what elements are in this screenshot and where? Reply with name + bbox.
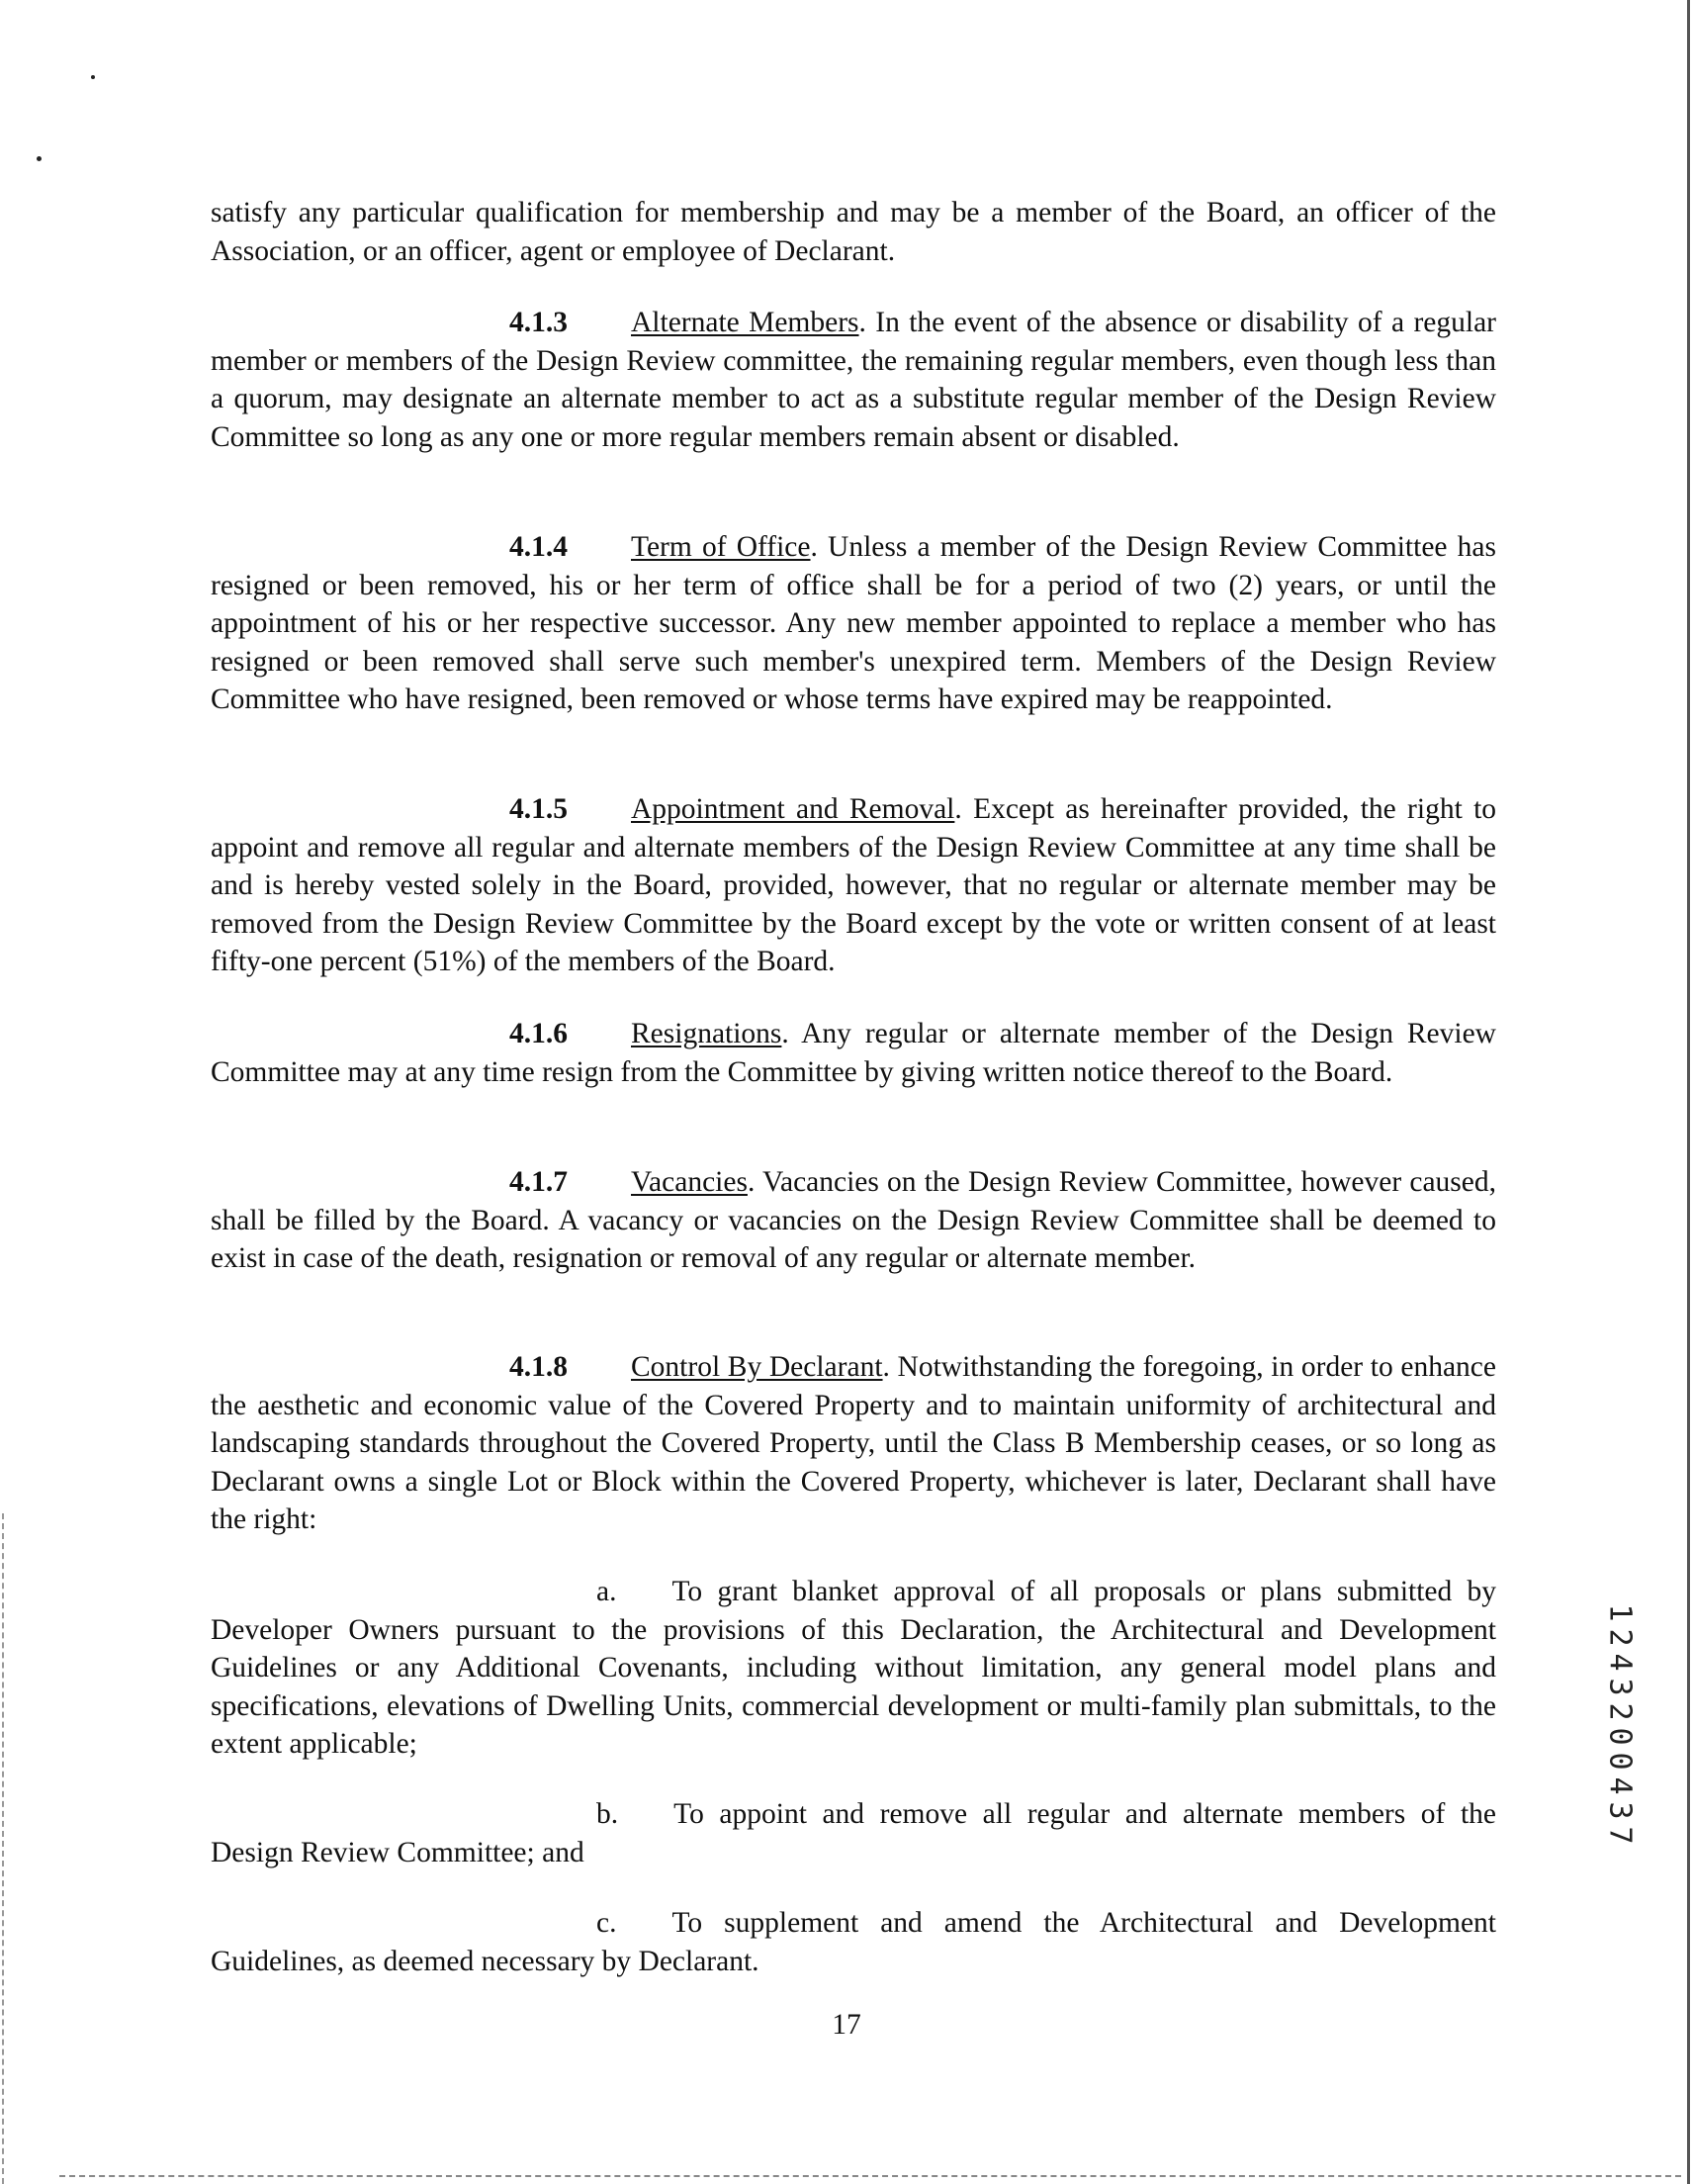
section-4-1-4: [211, 528, 1496, 719]
section-4-1-8: [211, 1348, 1496, 1539]
section-body: . Any regular or alternate member of the Design Review Committee may at any time resign from the Committee by giving written notice thereof to the Board.: [211, 1018, 1496, 1088]
page-number: 17: [832, 2009, 861, 2041]
subitem-letter: a.: [596, 1576, 617, 1607]
stamp-digit: 7: [1602, 1826, 1638, 1845]
section-heading: Term of Office: [631, 531, 811, 563]
section-number: 4.1.5: [509, 793, 568, 825]
section-body: . Except as hereinafter provided, the right to appoint and remove all regular and alternate members of the Design Review Committee at any time shall be and is hereby vested solely in the Board, provided, however, that no regular or alternate member may be removed from the Design Review Committee by the Board except by the vote or written consent of at least fifty-one percent (51%) of the members of the Board.: [211, 793, 1497, 978]
section-number: 4.1.6: [509, 1018, 568, 1049]
stamp-digit: 2: [1602, 1628, 1638, 1647]
section-4-1-5: [211, 790, 1496, 981]
subitem-text: To supplement and amend the Architectural and Development Guidelines, as deemed necessary by Declarant.: [211, 1907, 1496, 1977]
section-heading: Appointment and Removal: [631, 793, 955, 825]
subitem-text: To appoint and remove all regular and alternate members of the Design Review Committee; and: [211, 1798, 1496, 1868]
section-body: . Notwithstanding the foregoing, in order to enhance the aesthetic and economic value of the Covered Property and to maintain uniformity of architectural and landscaping standards throughout the Covered Property, until the Class B Membership ceases, or so long as Declarant owns a single Lot or Block within the Covered Property, whichever is later, Declarant shall have the right:: [211, 1351, 1496, 1536]
scan-speck: [91, 75, 95, 79]
subitem-a: [211, 1573, 1496, 1764]
section-body: . In the event of the absence or disability of a regular member or members of the Design Review committee, the remaining regular members, even though less than a quorum, may designate an alternate member to act as a substitute regular member of the Design Review Committee so long as any one or more regular members remain absent or disabled.: [211, 307, 1496, 453]
scan-edge-bottom: [59, 2175, 1681, 2177]
section-heading: Control By Declarant: [631, 1351, 883, 1383]
section-heading: Vacancies: [631, 1166, 748, 1198]
scan-speck: [37, 156, 42, 161]
section-number: 4.1.4: [509, 531, 568, 563]
intro-paragraph: satisfy any particular qualification for membership and may be a member of the Board, an officer of the Association, or an officer, agent or employee of Declarant.: [211, 197, 1496, 267]
section-4-1-6: [211, 1015, 1496, 1091]
subitem-text: To grant blanket approval of all proposals or plans submitted by Developer Owners pursuant to the provisions of this Declaration, the Architectural and Development Guidelines or any Additional Covenants, including without limitation, any general model plans and specifications, elevations of Dwelling Units, commercial development or multi-family plan submittals, to the extent applicable;: [211, 1576, 1496, 1761]
section-4-1-7: [211, 1163, 1496, 1278]
scan-edge-right: [1687, 0, 1690, 2184]
stamp-digit: 3: [1602, 1801, 1638, 1820]
recording-stamp: [1600, 1600, 1640, 1848]
section-number: 4.1.3: [509, 307, 568, 338]
stamp-digit: 0: [1602, 1752, 1638, 1771]
stamp-digit: 0: [1602, 1727, 1638, 1746]
subitem-c: [211, 1904, 1496, 1980]
stamp-digit: 2: [1602, 1702, 1638, 1721]
stamp-digit: 4: [1602, 1653, 1638, 1672]
stamp-digit: 1: [1602, 1603, 1638, 1622]
section-body: . Vacancies on the Design Review Committee, however caused, shall be filled by the Board. A vacancy or vacancies on the Design Review Committee shall be deemed to exist in case of the death, resignation or removal of any regular or alternate member.: [211, 1166, 1496, 1275]
section-body: . Unless a member of the Design Review Committee has resigned or been removed, his or her term of office shall be for a period of two (2) years, or until the appointment of his or her respective successor. Any new member appointed to replace a member who has resigned or been removed shall serve such member's unexpired term. Members of the Design Review Committee who have resigned, been removed or whose terms have expired may be reappointed.: [211, 531, 1496, 716]
stamp-digit: 4: [1602, 1776, 1638, 1795]
scan-edge-left: [2, 1513, 4, 2184]
subitem-letter: b.: [596, 1798, 619, 1830]
section-number: 4.1.7: [509, 1166, 568, 1198]
section-4-1-3: [211, 304, 1496, 456]
section-heading: Resignations: [631, 1018, 782, 1049]
subitem-letter: c.: [596, 1907, 617, 1939]
stamp-digit: 3: [1602, 1678, 1638, 1696]
section-number: 4.1.8: [509, 1351, 568, 1383]
subitem-b: [211, 1795, 1496, 1871]
section-heading: Alternate Members: [631, 307, 859, 338]
